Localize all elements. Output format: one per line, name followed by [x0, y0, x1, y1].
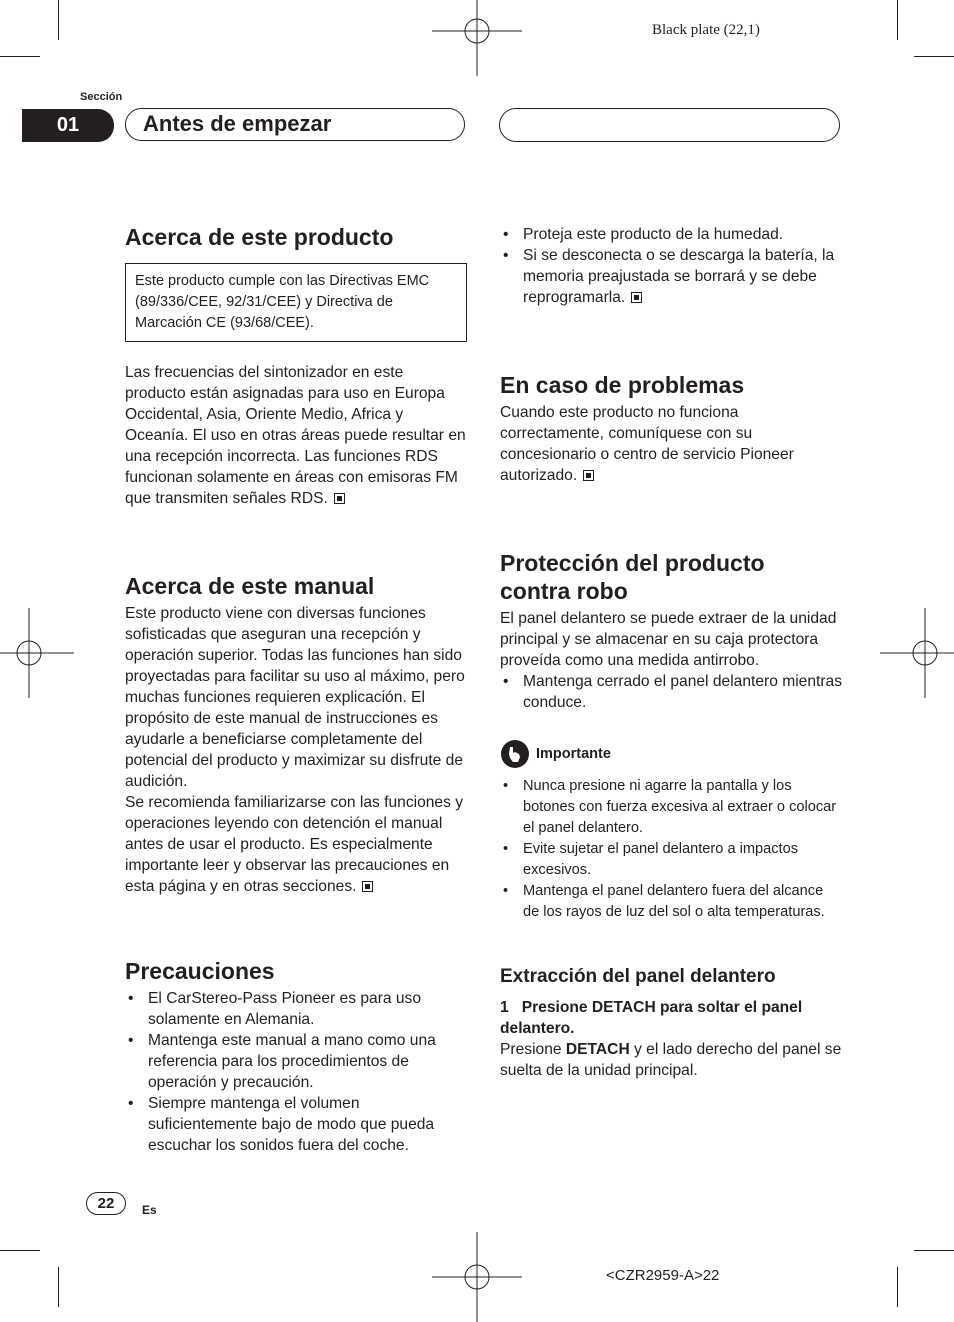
crop-mark: [897, 0, 898, 40]
document-code: <CZR2959-A>22: [606, 1267, 720, 1284]
end-mark-icon: [334, 493, 345, 504]
list-item: • Siempre mantenga el volumen suficientemente bajo de modo que pueda escuchar los sonidos fuera del coche.: [125, 1093, 467, 1156]
end-mark-icon: [631, 292, 642, 303]
list-item: • Proteja este producto de la humedad.: [500, 224, 842, 245]
list-item: • Mantenga cerrado el panel delantero mientras conduce.: [500, 671, 842, 713]
heading-robo-line-2: contra robo: [500, 578, 628, 604]
importante-label: Importante: [536, 745, 611, 762]
paragraph-step-pre: Presione: [500, 1041, 566, 1058]
section-title: Antes de empezar: [143, 111, 332, 136]
end-mark-icon: [583, 470, 594, 481]
crop-mark: [914, 56, 954, 57]
empty-header-frame: [499, 108, 840, 142]
precauciones-list: [125, 988, 467, 1156]
crop-mark: [58, 1267, 59, 1307]
list-item: • Nunca presione ni agarre la pantalla y los botones con fuerza excesiva al extraer o colocar el panel delantero.: [500, 776, 842, 839]
list-item-text: Si se desconecta o se descarga la batería, la memoria preajustada se borrará y se debe reprogramarla.: [523, 247, 835, 306]
paragraph-frecuencias-text: Las frecuencias del sintonizador en este producto están asignadas para uso en Europa Occidental, Asia, Oriente Medio, Africa y Oceanía. El uso en otras áreas puede resultar en una recepción incorrecta. Las funciones RDS funcionan solamente en áreas con emisoras FM que transmiten señales RDS.: [125, 364, 466, 507]
paragraph-problemas-text: Cuando este producto no funciona correctamente, comuníquese con su concesionario o centro de servicio Pioneer autorizado.: [500, 404, 794, 484]
crop-mark: [0, 56, 40, 57]
heading-precauciones: Precauciones: [125, 958, 275, 984]
end-mark-icon: [362, 881, 373, 892]
list-item: • El CarStereo-Pass Pioneer es para uso solamente en Alemania.: [125, 988, 467, 1030]
registration-mark: [432, 0, 522, 76]
crop-mark: [914, 1250, 954, 1251]
paragraph-step-post: y el lado derecho del panel se suelta de la unidad principal.: [500, 1041, 842, 1079]
list-item: • Mantenga el panel delantero fuera del alcance de los rayos de luz del sol o alta temperaturas.: [500, 881, 842, 923]
directives-text: Este producto cumple con las Directivas EMC (89/336/CEE, 92/31/CEE) y Directiva de Marcación CE (93/68/CEE).: [135, 273, 430, 331]
paragraph-step: [500, 1039, 842, 1081]
left-column: [125, 223, 467, 1156]
heading-problemas: En caso de problemas: [500, 372, 745, 398]
paragraph-step-bold: DETACH: [565, 1041, 630, 1058]
registration-mark: [0, 608, 74, 698]
step-number: 1: [500, 999, 509, 1016]
heading-robo-line-1: Protección del producto: [500, 550, 765, 576]
language-code: Es: [142, 1203, 157, 1217]
step-1: [500, 997, 842, 1039]
robo-bullets-list: [500, 671, 842, 713]
plate-label: Black plate (22,1): [652, 22, 760, 38]
importante-header: [500, 739, 842, 769]
registration-mark: [880, 608, 954, 698]
paragraph-manual-2: [125, 792, 467, 897]
step-text: Presione DETACH para soltar el panel delantero.: [500, 999, 803, 1037]
paragraph-manual-2-text: Se recomienda familiarizarse con las funciones y operaciones leyendo con detención el manual antes de usar el producto. Es especialmente importante leer y observar las precauciones en esta página y en otras secciones.: [125, 794, 464, 895]
directives-box: [125, 263, 467, 342]
section-label: Sección: [80, 91, 123, 103]
heading-acerca-manual: Acerca de este manual: [125, 573, 375, 599]
top-bullets-list: [500, 224, 842, 308]
page-number: 22: [86, 1192, 126, 1215]
paragraph-frecuencias: [125, 362, 467, 509]
important-hand-icon: [500, 739, 530, 769]
paragraph-manual-1: Este producto viene con diversas funciones sofisticadas que aseguran una recepción y operación superior. Todas las funciones han sido proyectadas para facilitar su uso al máximo, pero muchas funciones requieren explicación. El propósito de este manual de instrucciones es ayudarle a beneficiarse completamente del potencial del producto y maximizar su disfrute de audición.: [125, 605, 465, 790]
section-number: 01: [22, 109, 114, 142]
heading-extraccion: Extracción del panel delantero: [500, 966, 776, 987]
heading-robo: [500, 549, 842, 605]
registration-mark: [432, 1232, 522, 1322]
list-item: [500, 245, 842, 308]
paragraph-robo: El panel delantero se puede extraer de la unidad principal y se almacenar en su caja protectora proveída como una medida antirrobo.: [500, 610, 837, 669]
list-item: • Mantenga este manual a mano como una referencia para los procedimientos de operación y precaución.: [125, 1030, 467, 1093]
crop-mark: [0, 1250, 40, 1251]
crop-mark: [897, 1267, 898, 1307]
list-item: • Evite sujetar el panel delantero a impactos excesivos.: [500, 839, 842, 881]
right-column: [500, 224, 842, 1081]
importante-bullets-list: [500, 776, 842, 923]
paragraph-problemas: [500, 402, 842, 486]
crop-mark: [58, 0, 59, 40]
heading-acerca-producto: Acerca de este producto: [125, 224, 394, 250]
